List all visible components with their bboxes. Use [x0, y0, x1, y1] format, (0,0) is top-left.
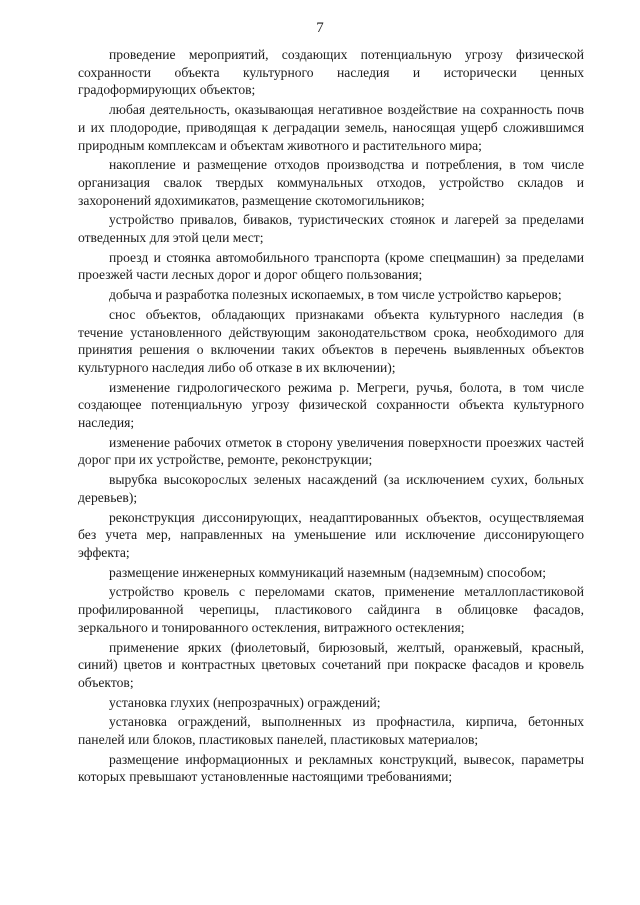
paragraph: накопление и размещение отходов производства и потребления, в том числе организация свалок твердых коммунальных отходов, устройство складов и захоронений ядохимикатов, размещение скотомогильников;: [78, 157, 584, 208]
paragraph: размещение информационных и рекламных конструкций, вывесок, параметры которых превышают установленные настоящими требованиями;: [78, 751, 584, 785]
paragraph: снос объектов, обладающих признаками объекта культурного наследия (в течение установленного действующим законодательством срока, необходимого для принятия решения о включении таких объектов в перечень выявленных объектов культурного наследия либо об отказе в их включении);: [78, 306, 584, 375]
paragraph: применение ярких (фиолетовый, бирюзовый, желтый, оранжевый, красный, синий) цветов и контрастных цветовых сочетаний при покраске фасадов и кровель объектов;: [78, 639, 584, 690]
paragraph: проезд и стоянка автомобильного транспорта (кроме спецмашин) за пределами проезжей части лесных дорог и дорог общего пользования;: [78, 249, 584, 283]
paragraph: установка ограждений, выполненных из профнастила, кирпича, бетонных панелей или блоков, пластиковых панелей, пластиковых материалов;: [78, 714, 584, 748]
paragraph: установка глухих (непрозрачных) ограждений;: [109, 694, 381, 710]
paragraph: добыча и разработка полезных ископаемых, в том числе устройство карьеров;: [109, 287, 562, 303]
paragraph: изменение гидрологического режима р. Мегреги, ручья, болота, в том числе создающее потенциальную угрозу физической сохранности объекта культурного наследия;: [78, 379, 584, 431]
paragraph: вырубка высокорослых зеленых насаждений (за исключением сухих, больных деревьев);: [78, 472, 584, 505]
paragraph: изменение рабочих отметок в сторону увеличения поверхности проезжих частей дорог при их устройстве, ремонте, реконструкции;: [78, 434, 584, 468]
paragraph: размещение инженерных коммуникаций наземным (надземным) способом;: [109, 564, 546, 580]
page-number: 7: [316, 20, 324, 36]
paragraph: проведение мероприятий, создающих потенциальную угрозу физической сохранности объекта культурного наследия и исторически ценных градоформирующих объектов;: [78, 47, 584, 98]
paragraph: устройство привалов, биваков, туристических стоянок и лагерей за пределами отведенных для этой цели мест;: [78, 212, 584, 246]
paragraph: любая деятельность, оказывающая негативное воздействие на сохранность почв и их плодородие, приводящая к деградации земель, наносящая ущерб сложившимся природным комплексам и объектам животного и растительного мира;: [78, 102, 584, 153]
paragraph: устройство кровель с переломами скатов, применение металлопластиковой профилированной черепицы, пластикового сайдинга в облицовке фасадов, зеркального и тонированного остекления, витражного остекления;: [78, 584, 584, 635]
document-body: [78, 46, 584, 788]
paragraph: реконструкция диссонирующих, неадаптированных объектов, осуществляемая без учета мер, направленных на уменьшение или исключение диссонирующего эффекта;: [78, 509, 584, 560]
